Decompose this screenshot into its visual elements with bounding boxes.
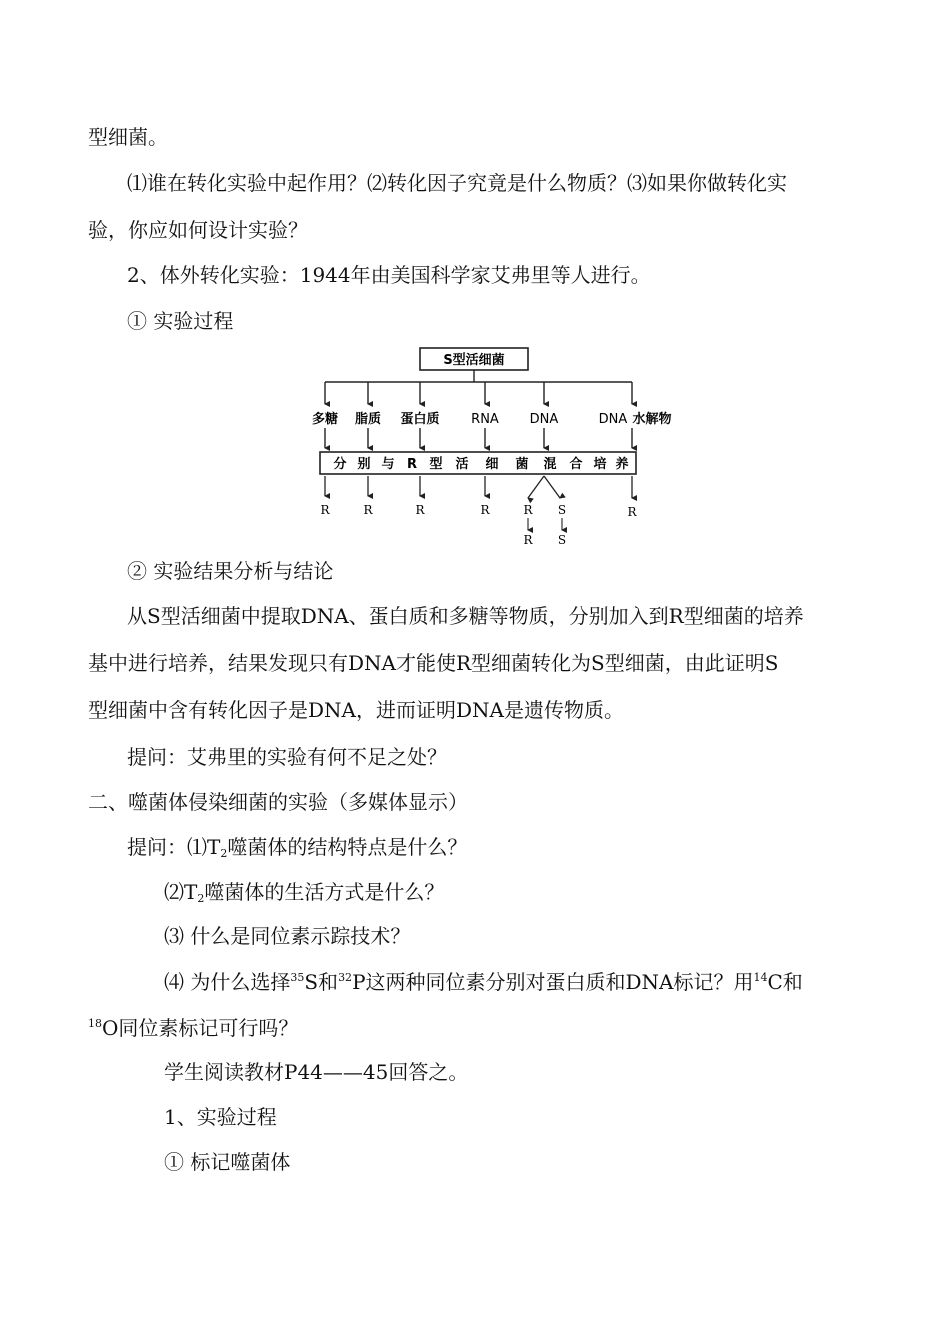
q2-part-a: ⑵T (164, 880, 198, 904)
text-line-1: 型细菌。 (88, 125, 168, 149)
result-dna-r: R (523, 503, 533, 517)
question-line-4 (164, 968, 803, 996)
component-protein: 蛋白质 (400, 412, 440, 427)
component-dna-2: DNA (598, 412, 628, 427)
component-lipid: 脂质 (354, 412, 382, 427)
text-line-8: 基中进行培养，结果发现只有DNA才能使R型细菌转化为S型细菌，由此证明S (88, 651, 779, 675)
text-line-17: 学生阅读教材P44——45回答之。 (164, 1060, 469, 1084)
q4-part-d: C和 (767, 970, 803, 994)
text-line-7: 从S型活细菌中提取DNA、蛋白质和多糖等物质，分别加入到R型细菌的培养 (127, 604, 804, 628)
mix-char-9: 混 (543, 457, 557, 472)
result-protein: R (415, 503, 425, 517)
question-line-1 (127, 833, 467, 861)
component-hydrolysate: 水解物 (632, 412, 672, 427)
q1-subscript: 2 (220, 847, 228, 860)
q4-sup-32: 32 (338, 971, 353, 984)
q2-part-b: 噬菌体的生活方式是什么？ (204, 880, 445, 904)
result-second-s: S (557, 533, 567, 547)
component-polysaccharide: 多糖 (311, 412, 339, 427)
mix-char-7: 细 (485, 457, 499, 472)
q2-subscript: 2 (197, 892, 205, 905)
q4-part-a: ⑷ 为什么选择 (164, 970, 291, 994)
q4-part-b: S和 (304, 970, 339, 994)
text-line-2: ⑴谁在转化实验中起作用？⑵转化因子究竟是什么物质？⑶如果你做转化实 (127, 171, 787, 195)
q4-cont-text: O同位素标记可行吗？ (102, 1016, 299, 1040)
result-polysaccharide: R (320, 503, 330, 517)
mix-char-4: R (406, 457, 418, 472)
result-second-r: R (523, 533, 533, 547)
q4-part-c: P这两种同位素分别对蛋白质和DNA标记？用 (352, 970, 754, 994)
section-heading-phage-experiment: 二、噬菌体侵染细菌的实验（多媒体显示） (88, 790, 468, 814)
result-lipid: R (363, 503, 373, 517)
mix-char-11: 培 (593, 457, 607, 472)
mix-char-6: 活 (455, 457, 469, 472)
section-heading-result-analysis: ② 实验结果分析与结论 (127, 559, 334, 583)
mix-char-2: 别 (357, 457, 371, 472)
q4-sup-35: 35 (290, 971, 305, 984)
transformation-experiment-diagram (300, 340, 690, 555)
component-rna: RNA (471, 412, 499, 427)
text-line-3: 验，你应如何设计实验？ (88, 218, 308, 242)
q1-part-b: 噬菌体的结构特点是什么？ (227, 835, 468, 859)
result-hydrolysate: R (627, 505, 637, 519)
question-line-4-cont (88, 1014, 298, 1042)
top-box-label: S型活细菌 (443, 353, 505, 368)
q4-sup-14: 14 (753, 971, 768, 984)
result-rna: R (480, 503, 490, 517)
section-heading-process-2: 1、实验过程 (164, 1105, 277, 1129)
mix-char-1: 分 (333, 457, 347, 472)
mix-char-10: 合 (569, 457, 583, 472)
text-line-4: 2、体外转化实验：1944年由美国科学家艾弗里等人进行。 (127, 263, 651, 287)
component-dna: DNA (529, 412, 559, 427)
text-line-10: 提问：艾弗里的实验有何不足之处？ (127, 745, 447, 769)
q1-part-a: 提问：⑴T (127, 835, 221, 859)
question-line-3: ⑶ 什么是同位素示踪技术？ (164, 924, 411, 948)
mix-char-12: 养 (615, 457, 629, 472)
mix-char-5: 型 (429, 457, 443, 472)
question-line-2 (164, 878, 444, 906)
result-dna-s: S (557, 503, 567, 517)
section-heading-label-phage: ① 标记噬菌体 (164, 1150, 291, 1174)
section-heading-experiment-process: ① 实验过程 (127, 309, 234, 333)
mix-char-3: 与 (381, 457, 395, 472)
mix-char-8: 菌 (515, 457, 529, 472)
q4-sup-18: 18 (88, 1017, 102, 1030)
text-line-9: 型细菌中含有转化因子是DNA，进而证明DNA是遗传物质。 (88, 698, 624, 722)
